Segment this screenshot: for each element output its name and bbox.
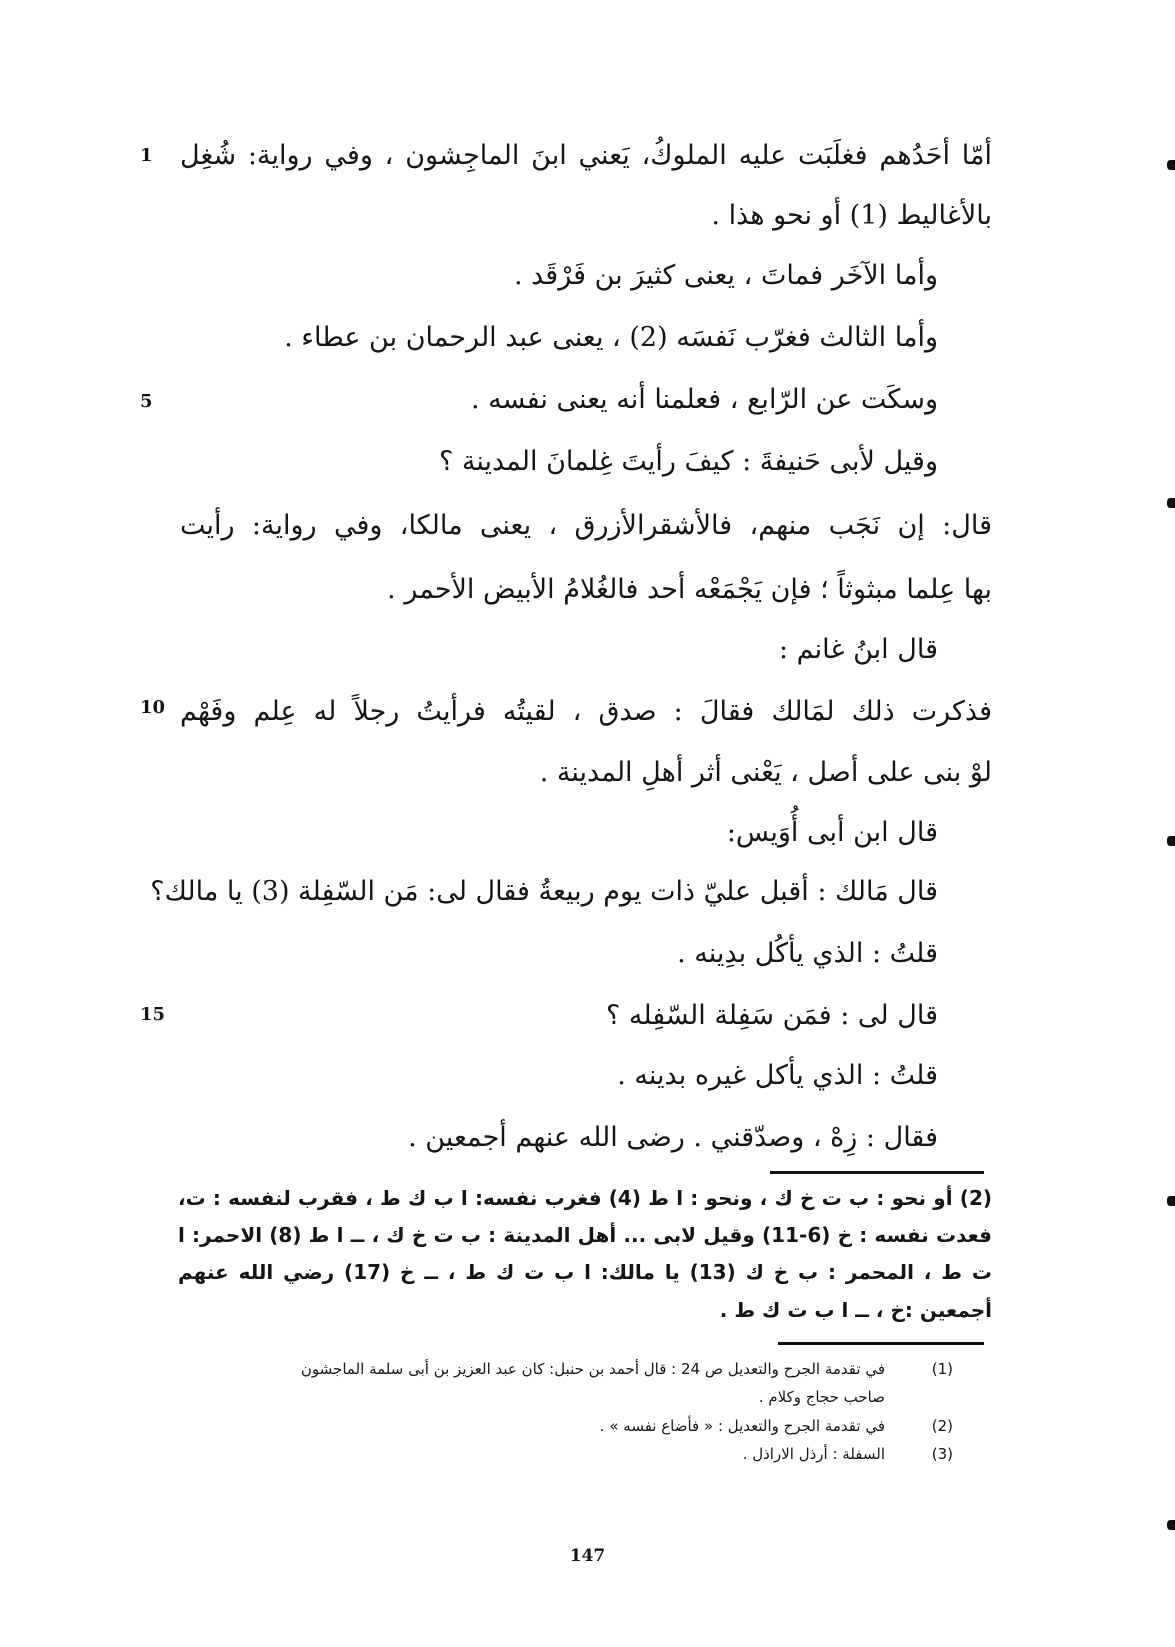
variant-line-4: أجمعين :خ ، ــ ا ب ت ك ط . [719,1298,992,1322]
text-line-12: قال ابن أبى أُوَيس: [726,817,938,848]
line-number-15: 15 [140,1004,166,1025]
text-line-11: لوْ بنى على أصل ، يَعْنى أثر أهلِ المدينة . [539,757,992,788]
text-line-16: قلتُ : الذي يأكل غيره بدينه . [617,1060,938,1091]
variants-separator [770,1171,984,1174]
page-number: 147 [569,1546,606,1566]
footnote-2-text: في تقدمة الجرح والتعديل : « فأضاع نفسه » . [599,1417,885,1435]
footnote-1-text: في تقدمة الجرح والتعديل ص 24 : قال أحمد بن حنبل: كان عبد العزيز بن أبى سلمة الماجشون [300,1360,885,1378]
scan-mark [1167,836,1175,846]
text-line-17: فقال : زِهْ ، وصدّقني . رضى الله عنهم أجمعين . [408,1122,938,1153]
text-line-13: قال مَالك : أقبل عليّ ذات يوم ربيعةُ فقال لى: مَن السّفِلة (3) يا مالك؟ [150,876,938,907]
text-line-7: قال: إن نَجَب منهم، فالأشقرالأزرق ، يعنى مالكا، وفي رواية: رأيت [180,510,992,541]
scan-mark [1167,1520,1175,1530]
text-line-5: وسكَت عن الرّابع ، فعلمنا أنه يعنى نفسه . [471,384,938,415]
text-line-3: وأما الآخَر فماتَ ، يعنى كثيرَ بن فَرْقَد . [513,260,938,291]
variant-line-1: (2) أو نحو : ب ت خ ك ، ونحو : ا ط (4) فغرب نفسه: ا ب ك ط ، فقرب لنفسه : ت، [178,1186,992,1210]
line-number-10: 10 [140,697,166,718]
text-line-9: قال ابنُ غانم : [779,634,938,665]
footnote-3-number: (3) [931,1445,953,1463]
footnotes-separator [778,1342,984,1345]
text-line-2: بالأغاليط (1) أو نحو هذا . [711,200,992,231]
footnote-2-number: (2) [931,1417,953,1435]
line-number-1: 1 [140,145,153,166]
scan-mark [1167,160,1175,170]
scan-mark [1167,1196,1175,1206]
text-line-10: فذكرت ذلك لمَالك فقالَ : صدق ، لقيتُه فرأيتُ رجلاً له عِلم وفَهْم [180,696,992,727]
text-line-6: وقيل لأبى حَنيفةَ : كيفَ رأيتَ غِلمانَ المدينة ؟ [438,446,938,477]
text-line-15: قال لى : فمَن سَفِلة السّفِله ؟ [605,1000,938,1031]
text-line-14: قلتُ : الذي يأكُل بدِينه . [677,938,938,969]
line-number-5: 5 [140,391,153,412]
text-line-4: وأما الثالث فغرّب نَفسَه (2) ، يعنى عبد الرحمان بن عطاء . [284,322,938,353]
variant-line-2: فعدت نفسه : خ (6-11) وقيل لابى ... أهل المدينة : ب ت خ ك ، ــ ا ط (8) الاحمر: ا [178,1223,993,1247]
footnote-1-number: (1) [931,1360,953,1378]
variant-line-3: ت ط ، المحمر : ب خ ك (13) يا مالك: ا ب ت ك ط ، ــ خ (17) رضي الله عنهم [178,1260,992,1284]
footnote-3-text: السفلة : أرذل الاراذل . [742,1445,885,1463]
footnote-1-continued: صاحب حجاج وكلام . [758,1388,885,1406]
scan-mark [1167,498,1175,508]
text-line-8: بها عِلما مبثوثاً ؛ فإن يَجْمَعْه أحد فالغُلامُ الأبيض الأحمر . [387,574,992,605]
text-line-1: أمّا أحَدُهم فغلَبَت عليه الملوكُ، يَعني ابنَ الماجِشون ، وفي رواية: شُغِل [180,140,992,171]
